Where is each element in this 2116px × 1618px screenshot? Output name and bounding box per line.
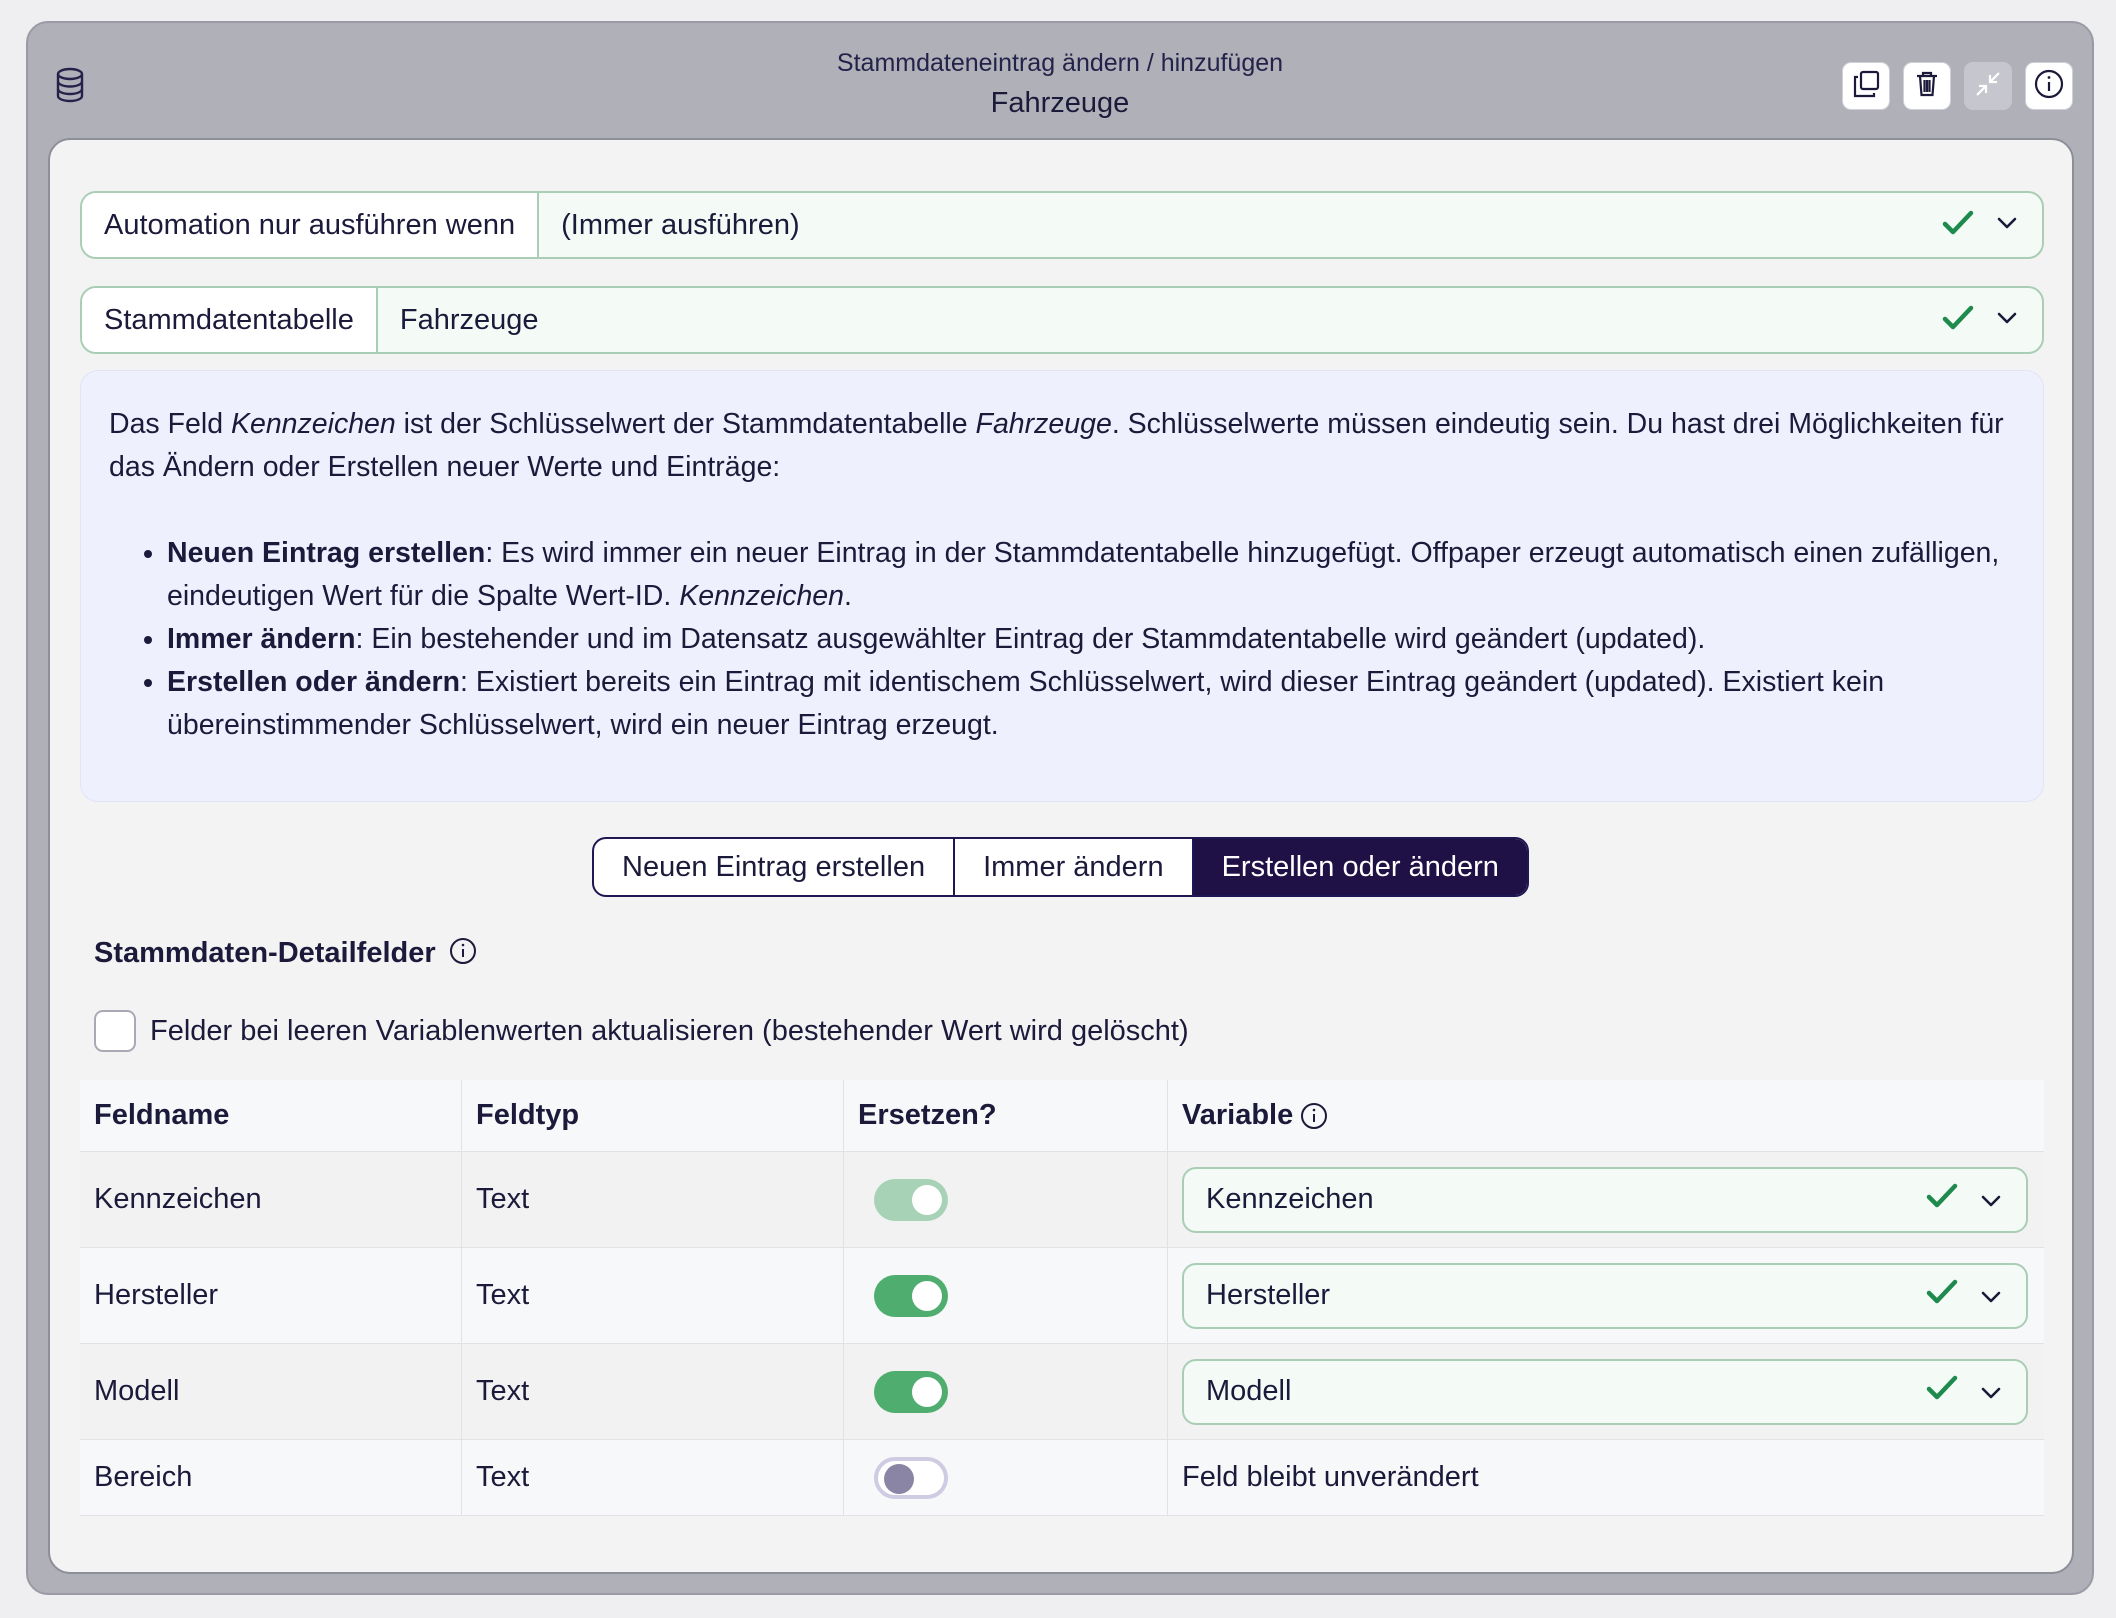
variable-value: Kennzeichen [1206, 1183, 1374, 1215]
header-fieldtype: Feldtyp [462, 1080, 844, 1151]
check-icon [1926, 1278, 1958, 1314]
collapse-icon [1973, 69, 2003, 104]
automation-condition-value: (Immer ausführen) [561, 208, 800, 241]
mode-create-new-button[interactable]: Neuen Eintrag erstellen [622, 850, 926, 883]
field-name: Hersteller [80, 1248, 462, 1343]
info-button[interactable] [2025, 62, 2073, 110]
chevron-down-icon [1980, 1375, 2002, 1408]
chevron-down-icon [1996, 216, 2018, 235]
variable-unchanged-text: Feld bleibt unverändert [1182, 1461, 1479, 1493]
field-type: Text [462, 1440, 844, 1515]
info-list-item: • Erstellen oder ändern: Existiert bereits ein Eintrag mit identischem Schlüsselwert, wird dieser Eintrag geändert (updated). Existiert kein übereinstimmender Schlüsselwert, wird ein neuer Eintrag erzeugt. [167, 661, 2015, 747]
variable-select[interactable] [1182, 1167, 2028, 1233]
chevron-down-icon [1980, 1279, 2002, 1312]
check-icon [1926, 1182, 1958, 1218]
table-row [80, 1440, 2044, 1516]
mode-create-or-update-button[interactable]: Erstellen oder ändern [1192, 839, 1527, 895]
replace-toggle[interactable] [874, 1275, 948, 1317]
header-replace: Ersetzen? [844, 1080, 1168, 1151]
chevron-down-icon [1980, 1183, 2002, 1216]
variable-value: Modell [1206, 1375, 1292, 1407]
field-name: Bereich [80, 1440, 462, 1515]
header-fieldname: Feldname [80, 1080, 462, 1151]
master-data-table-label: Stammdatentabelle [82, 288, 378, 352]
mode-segmented-control [592, 837, 1529, 897]
field-name: Modell [80, 1344, 462, 1439]
field-type: Text [462, 1344, 844, 1439]
table-row [80, 1152, 2044, 1248]
check-icon [1942, 209, 1974, 242]
copy-button[interactable] [1842, 62, 1890, 110]
trash-icon [1912, 69, 1942, 104]
info-icon [2033, 68, 2065, 105]
content-panel [48, 138, 2074, 1574]
collapse-button[interactable] [1964, 62, 2012, 110]
update-empty-fields-option [94, 1010, 1189, 1052]
window-title: Fahrzeuge [990, 87, 1130, 119]
info-list-item: • Immer ändern: Ein bestehender und im Datensatz ausgewählter Eintrag der Stammdatentabelle wird geändert (updated). [167, 618, 2015, 661]
mode-always-update-button[interactable]: Immer ändern [953, 839, 1192, 895]
details-section-title [94, 936, 478, 971]
master-data-table-select[interactable] [80, 286, 2044, 354]
delete-button[interactable] [1903, 62, 1951, 110]
info-paragraph: Das Feld Kennzeichen ist der Schlüsselwert der Stammdatentabelle Fahrzeuge. Schlüsselwerte müssen eindeutig sein. Du hast drei Möglichkeiten für das Ändern oder Erstellen neuer Werte und Einträge: [109, 408, 2004, 483]
copy-icon [1851, 69, 1881, 104]
field-type: Text [462, 1248, 844, 1343]
automation-condition-label: Automation nur ausführen wenn [82, 193, 539, 257]
info-icon[interactable] [1299, 1101, 1329, 1131]
chevron-down-icon [1996, 311, 2018, 330]
variable-select[interactable] [1182, 1263, 2028, 1329]
variable-select[interactable] [1182, 1359, 2028, 1425]
info-list-item: • Neuen Eintrag erstellen: Es wird immer ein neuer Eintrag in der Stammdatentabelle hinzugefügt. Offpaper erzeugt automatisch einen zufälligen, eindeutigen Wert für die Spalte Wert-ID. Kennzeichen. [167, 532, 2015, 618]
details-title: Stammdaten-Detailfelder [94, 937, 436, 969]
field-type: Text [462, 1152, 844, 1247]
fields-table [80, 1080, 2044, 1516]
replace-toggle[interactable] [874, 1457, 948, 1499]
variable-value: Hersteller [1206, 1279, 1331, 1311]
table-row [80, 1344, 2044, 1440]
master-data-table-value: Fahrzeuge [399, 303, 539, 336]
header-variable: Variable [1168, 1080, 2044, 1151]
update-empty-fields-label: Felder bei leeren Variablenwerten aktualisieren (bestehender Wert wird gelöscht) [150, 1014, 1189, 1047]
field-name: Kennzeichen [80, 1152, 462, 1247]
table-header-row [80, 1080, 2044, 1152]
replace-toggle[interactable] [874, 1371, 948, 1413]
info-box [80, 370, 2044, 802]
window-subtitle: Stammdateneintrag ändern / hinzufügen [836, 49, 1284, 77]
dialog-window [26, 21, 2094, 1595]
table-row [80, 1248, 2044, 1344]
check-icon [1926, 1374, 1958, 1410]
check-icon [1942, 304, 1974, 337]
info-list [109, 532, 2015, 747]
automation-condition-select[interactable] [80, 191, 2044, 259]
replace-toggle[interactable] [874, 1179, 948, 1221]
info-icon[interactable] [448, 936, 478, 971]
update-empty-fields-checkbox[interactable] [94, 1010, 136, 1052]
